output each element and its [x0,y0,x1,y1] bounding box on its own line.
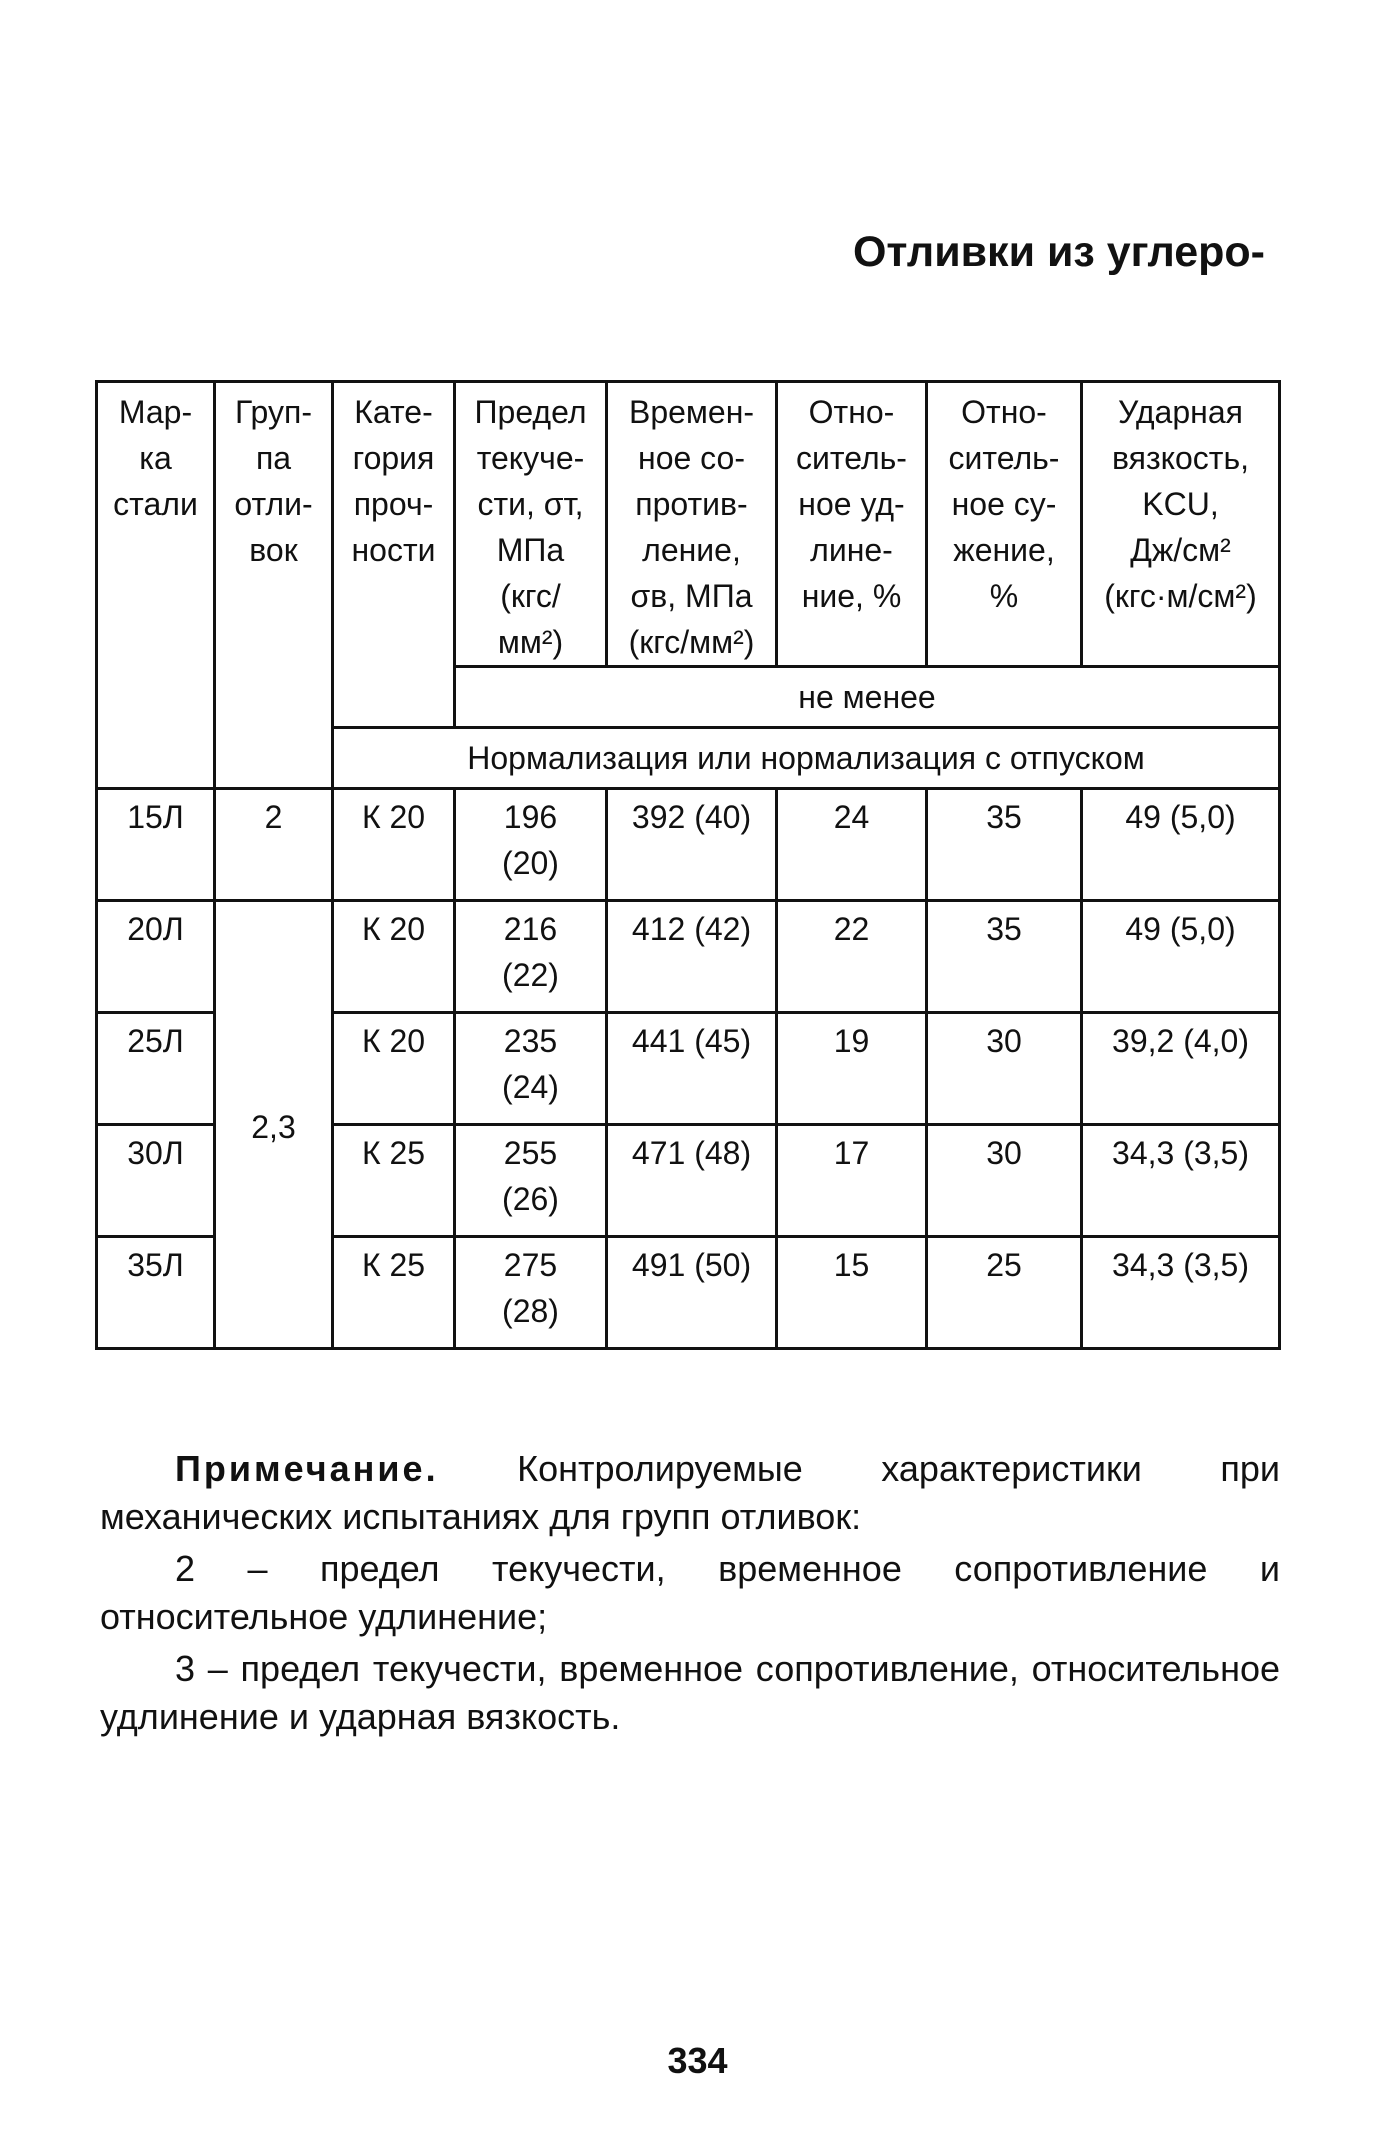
cell-impact: 34,3 (3,5) [1082,1237,1280,1349]
cell-grade: 35Л [97,1237,215,1349]
note-block [100,1445,1280,1745]
cell-elongation: 17 [777,1125,927,1237]
cell-impact: 34,3 (3,5) [1082,1125,1280,1237]
cell-impact: 49 (5,0) [1082,789,1280,901]
cell-elongation: 19 [777,1013,927,1125]
note-intro: Примечание. Контролируемые характеристики при механических испытаниях для групп отливок: [100,1448,1280,1537]
cell-category: К 20 [333,901,455,1013]
cell-tensile: 392 (40) [607,789,777,901]
page-number: 334 [667,2040,728,2081]
header-group: Груп- па отли- вок [215,382,333,789]
cell-yield: 275 (28) [455,1237,607,1349]
cell-category: К 20 [333,789,455,901]
table-row [97,901,1280,1013]
header-reduction: Отно- ситель- ное су- жение, % [927,382,1082,667]
header-category: Кате- гория проч- ности [333,382,455,728]
cell-tensile: 491 (50) [607,1237,777,1349]
cell-reduction: 25 [927,1237,1082,1349]
cell-impact: 49 (5,0) [1082,901,1280,1013]
cell-reduction: 30 [927,1125,1082,1237]
cell-impact: 39,2 (4,0) [1082,1013,1280,1125]
cell-grade: 25Л [97,1013,215,1125]
table-row [97,789,1280,901]
cell-yield: 216 (22) [455,901,607,1013]
cell-reduction: 35 [927,789,1082,901]
steel-castings-table [95,380,1281,1350]
header-tensile: Времен- ное со- против- ление, σв, МПа (кгс/мм²) [607,382,777,667]
treatment-label: Нормализация или нормализация с отпуском [333,728,1280,789]
cell-grade: 20Л [97,901,215,1013]
not-less-label: не менее [455,667,1280,728]
cell-tensile: 412 (42) [607,901,777,1013]
cell-group-merged: 2,3 [215,901,333,1349]
cell-elongation: 24 [777,789,927,901]
cell-elongation: 22 [777,901,927,1013]
cell-yield: 235 (24) [455,1013,607,1125]
cell-tensile: 471 (48) [607,1125,777,1237]
header-yield: Предел текуче- сти, σт, МПа (кгс/ мм²) [455,382,607,667]
cell-reduction: 30 [927,1013,1082,1125]
cell-category: К 25 [333,1125,455,1237]
cell-grade: 30Л [97,1125,215,1237]
header-elongation: Отно- ситель- ное уд- лине- ние, % [777,382,927,667]
cell-category: К 20 [333,1013,455,1125]
cell-yield: 196 (20) [455,789,607,901]
cell-grade: 15Л [97,789,215,901]
cell-category: К 25 [333,1237,455,1349]
cell-elongation: 15 [777,1237,927,1349]
header-impact: Ударная вязкость, KCU, Дж/см² (кгс·м/см²) [1082,382,1280,667]
note-item-2: 2 – предел текучести, временное сопротивление и относительное удлинение; [100,1548,1280,1637]
cell-reduction: 35 [927,901,1082,1013]
header-grade: Мар- ка стали [97,382,215,789]
cell-yield: 255 (26) [455,1125,607,1237]
page-heading: Отливки из углеро- [852,228,1265,276]
note-label: Примечание. [175,1448,439,1489]
note-item-3: 3 – предел текучести, временное сопротивление, относительное удлинение и ударная вязкость. [100,1648,1280,1737]
cell-group: 2 [215,789,333,901]
cell-tensile: 441 (45) [607,1013,777,1125]
